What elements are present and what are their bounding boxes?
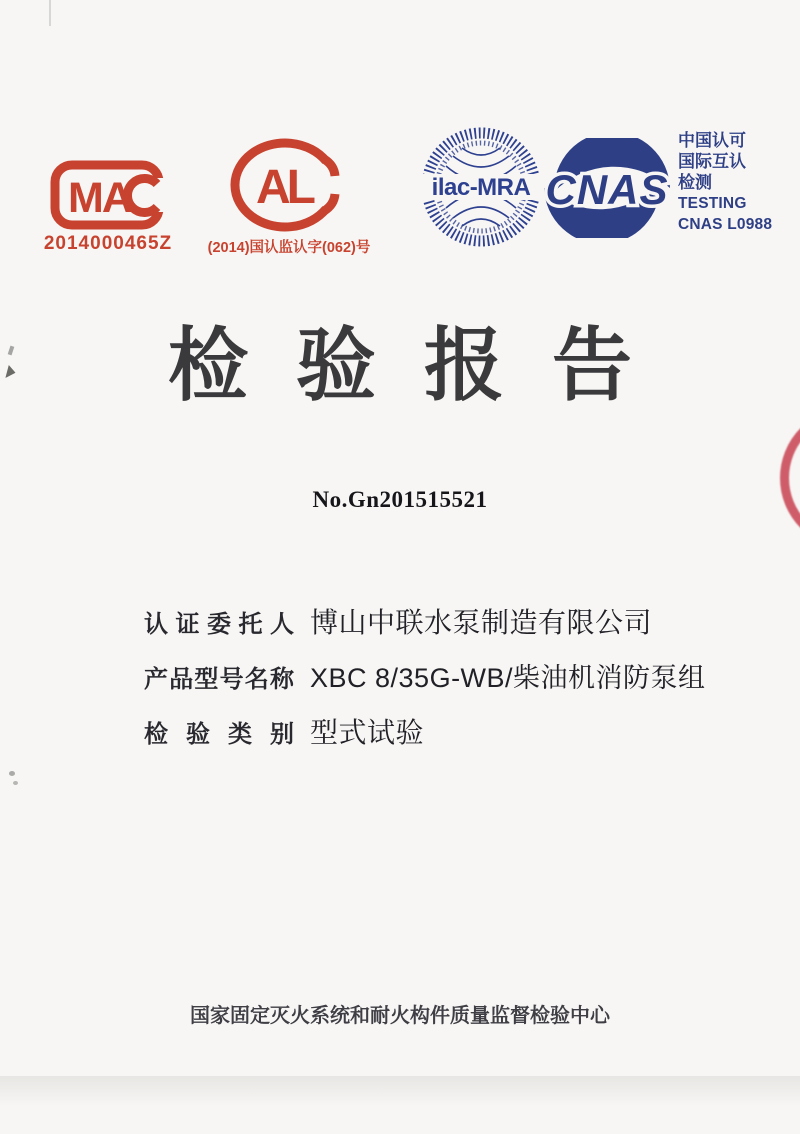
cma-letters: MA [68,174,131,222]
field-label: 认证委托人 [144,611,294,638]
cnas-caption-line: 检测 [678,173,712,192]
cnas-caption-line: CNAS L0988 [678,216,773,233]
report-fields [144,601,706,766]
cnas-caption-line: 中国认可 [678,131,746,150]
report-title: 检验报告 [168,321,680,410]
cnas-caption-line: TESTING [678,195,747,212]
field-label: 检验类别 [144,721,294,748]
edge-smudge [13,781,18,785]
cal-mark-icon [228,138,348,234]
field-value: 型式试验 [310,717,425,748]
ilac-mra-label: ilac-MRA [431,174,531,201]
cnas-caption [678,130,798,235]
red-stamp-edge [780,407,800,549]
scan-noise-band [0,1076,800,1106]
field-row-test-category [144,711,706,766]
field-row-applicant [144,601,706,656]
ilac-mra-icon [420,126,542,248]
cal-letters: AL [256,161,312,214]
field-label: 产品型号名称 [144,666,294,693]
edge-smudge [9,771,15,776]
cma-mark-icon [46,154,168,236]
field-value: 博山中联水泵制造有限公司 [310,607,653,638]
cma-cert-number: 2014000465Z [43,233,173,254]
cnas-label: CNAS [545,166,669,213]
cnas-caption-line: 国际互认 [678,152,746,171]
cnas-icon [540,138,674,238]
issuing-authority: 国家固定灭火系统和耐火构件质量监督检验中心 [190,1005,610,1027]
cal-approval-number: (2014)国认监认字(062)号 [207,240,371,256]
scan-line-artifact [49,0,51,26]
report-number: No.Gn201515521 [312,487,488,512]
field-value: XBC 8/35G-WB/柴油机消防泵组 [310,663,706,693]
field-row-product-model [144,656,706,711]
